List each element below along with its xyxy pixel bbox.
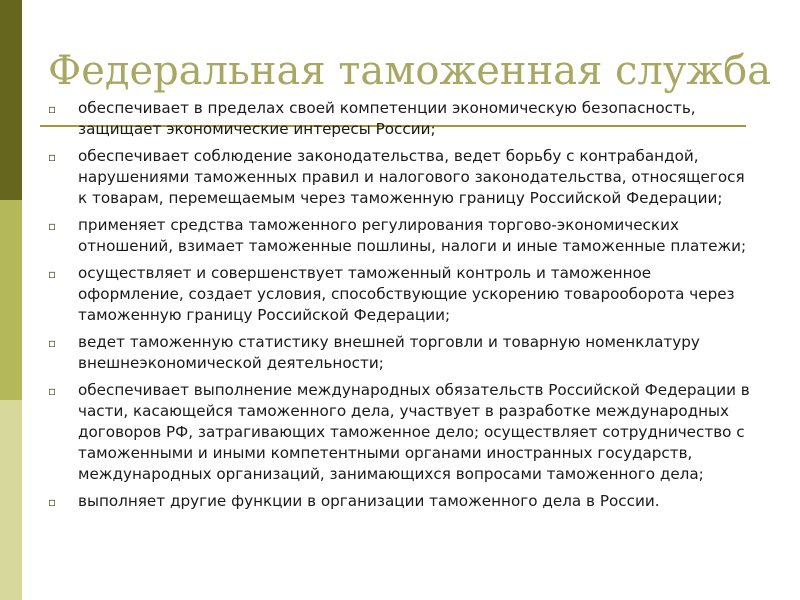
square-bullet-icon: ▫ — [48, 336, 57, 350]
list-item — [46, 215, 756, 257]
bullet-text: обеспечивает соблюдение законодательства, ведет борьбу с контрабандой, нарушениями таможенных правил и налогового законодательства, относящегося к товарам, перемещаемым через таможенную границу Российской Федерации; — [78, 147, 745, 207]
slide-title: Федеральная таможенная служба — [48, 48, 772, 94]
left-decorative-bar — [0, 0, 22, 600]
list-item — [46, 332, 756, 374]
list-item — [46, 146, 756, 209]
bullet-text: обеспечивает выполнение международных обязательств Российской Федерации в части, касающейся таможенного дела, участвует в разработке международных договоров РФ, затрагивающих таможенное дело; осуществляет сотрудничество с таможенными и иными компетентными органами иностранных государств, международных организаций, занимающихся вопросами таможенного дела; — [78, 381, 750, 483]
left-bar-segment-top — [0, 0, 22, 200]
list-item — [46, 263, 756, 326]
list-item — [46, 491, 756, 512]
left-bar-segment-bottom — [0, 400, 22, 600]
square-bullet-icon: ▫ — [48, 267, 57, 281]
square-bullet-icon: ▫ — [48, 495, 57, 509]
bullet-text: ведет таможенную статистику внешней торговли и товарную номенклатуру внешнеэкономической деятельности; — [78, 333, 700, 372]
square-bullet-icon: ▫ — [48, 384, 57, 398]
square-bullet-icon: ▫ — [48, 150, 57, 164]
left-bar-segment-middle — [0, 200, 22, 400]
bullet-text: выполняет другие функции в организации таможенного дела в России. — [78, 492, 660, 510]
bullet-text: обеспечивает в пределах своей компетенции экономическую безопасность, защищает экономические интересы России; — [78, 99, 696, 138]
square-bullet-icon: ▫ — [48, 219, 57, 233]
square-bullet-icon: ▫ — [48, 102, 57, 116]
bullet-text: применяет средства таможенного регулирования торгово-экономических отношений, взимает таможенные пошлины, налоги и иные таможенные платежи; — [78, 216, 747, 255]
bullet-list — [46, 98, 756, 518]
list-item — [46, 380, 756, 485]
bullet-text: осуществляет и совершенствует таможенный контроль и таможенное оформление, создает условия, способствующие ускорению товарооборота через таможенную границу Российской Федерации; — [78, 264, 735, 324]
list-item — [46, 98, 756, 140]
